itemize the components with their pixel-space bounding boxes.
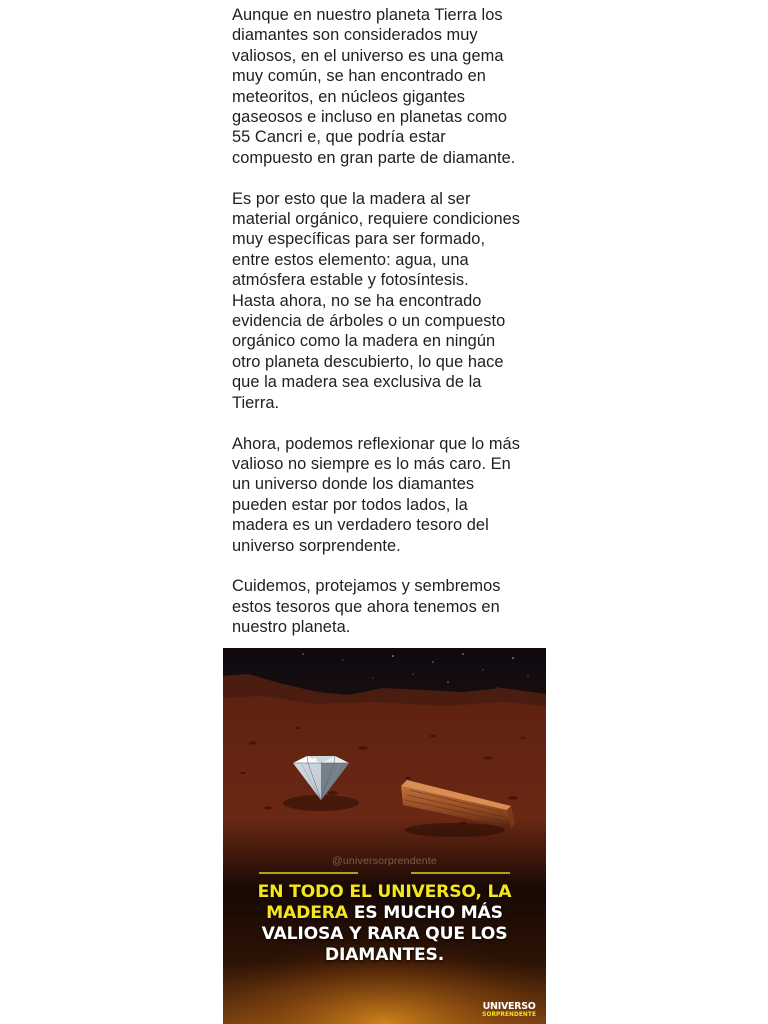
caption-line-2-rest: ES MUCHO MÁS xyxy=(347,903,503,923)
article xyxy=(223,0,546,1024)
mars-scene-illustration xyxy=(223,648,546,1024)
image-caption xyxy=(233,882,536,966)
paragraph-reflection: Ahora, podemos reflexionar que lo más valioso no siempre es lo más caro. En un universo donde los diamantes pueden estar por todos lados, la madera es un verdadero tesoro del universo sorprendente. xyxy=(232,434,520,555)
diamond-vs-wood-image xyxy=(223,648,546,1024)
paragraph-wood-organic: Es por esto que la madera al ser material orgánico, requiere condiciones muy específicas para ser formado, entre estos elemento: agua, una atmósfera estable y fotosíntesis. Hasta ahora, no se ha encontrado evidencia de árboles o un compuesto orgánico como la madera en ningún otro planeta descubierto, lo que hace que la madera sea exclusiva de la Tierra. xyxy=(232,189,521,412)
brand-logo-line-1: UNIVERSO xyxy=(482,1001,536,1012)
caption-line-3: VALIOSA Y RARA QUE LOS xyxy=(261,924,508,944)
caption-line-2 xyxy=(233,903,536,924)
caption-line-1: EN TODO EL UNIVERSO, LA xyxy=(257,882,512,902)
brand-logo-line-2: SORPRENDENTE xyxy=(482,1012,536,1018)
watermark-handle: @universorprendente xyxy=(332,855,437,867)
brand-logo xyxy=(482,1003,536,1019)
caption-line-4: DIAMANTES. xyxy=(324,945,445,965)
paragraph-diamonds-common: Aunque en nuestro planeta Tierra los diamantes son considerados muy valiosos, en el universo es una gema muy común, se han encontrado en meteoritos, en núcleos gigantes gaseosos e incluso en planetas como 55 Cancri e, que podría estar compuesto en gran parte de diamante. xyxy=(232,6,516,167)
paragraph-call-to-action: Cuidemos, protejamos y sembremos estos tesoros que ahora tenemos en nuestro planeta. xyxy=(232,577,501,637)
article-body xyxy=(232,5,550,658)
caption-highlight-madera: MADERA xyxy=(266,903,348,923)
